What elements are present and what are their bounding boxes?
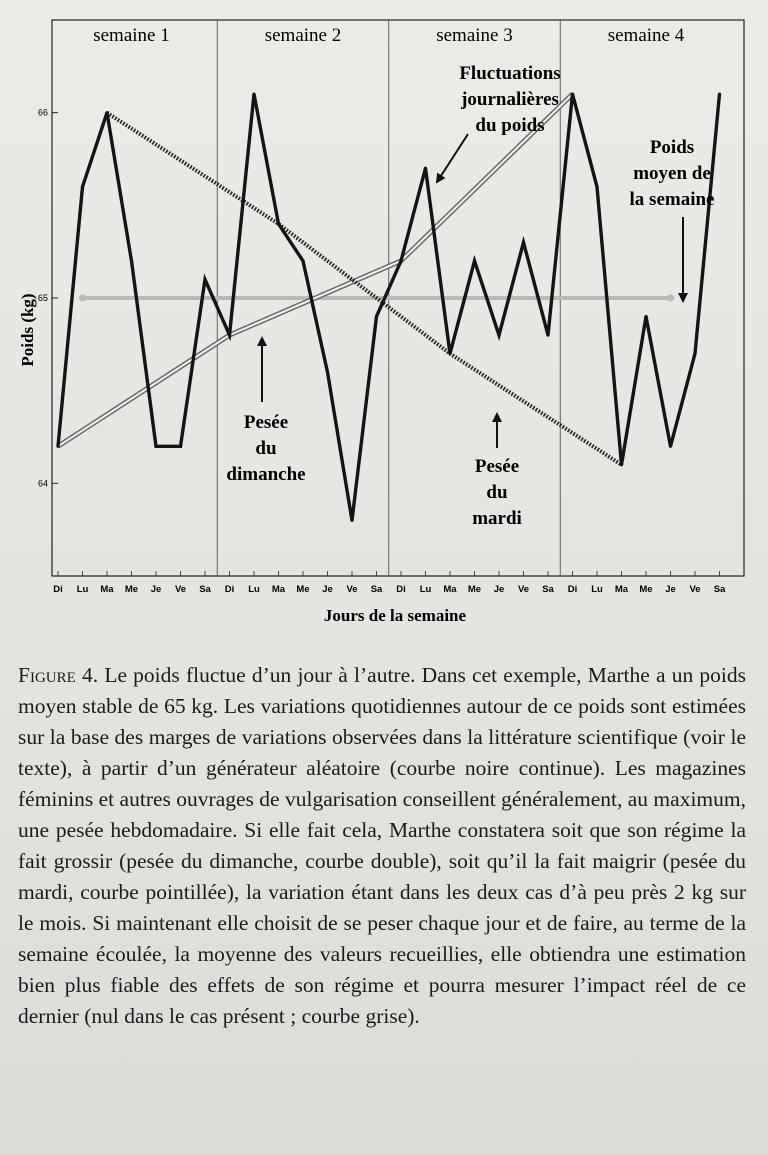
x-tick-label: Ma xyxy=(443,584,457,595)
y-tick-label: 66 xyxy=(37,107,48,118)
daily-weight-point xyxy=(203,278,206,281)
daily-weight-point xyxy=(595,185,598,188)
daily-weight-point xyxy=(81,185,84,188)
annotation-weekly-mean: la semaine xyxy=(629,189,715,210)
x-tick-label: Ma xyxy=(100,584,114,595)
daily-weight-point xyxy=(522,241,525,244)
annotation-weekly-mean: Poids xyxy=(649,137,695,158)
x-tick-label: Ve xyxy=(517,584,530,595)
daily-weight-point xyxy=(375,315,378,318)
x-tick-label: Ma xyxy=(614,584,629,595)
x-tick-label: Je xyxy=(493,584,505,595)
x-tick-label: Ma xyxy=(271,584,286,595)
daily-weight-point xyxy=(326,371,329,374)
x-tick-label: Ve xyxy=(689,584,701,595)
daily-weight-point xyxy=(252,93,255,96)
x-tick-label: Me xyxy=(467,584,482,595)
annotation-weekly-mean: moyen de xyxy=(633,163,711,184)
daily-weight-point xyxy=(350,519,353,522)
y-tick-label: 65 xyxy=(37,293,48,303)
annotation-tuesday-weighing: Pesée xyxy=(474,456,520,477)
daily-weight-point xyxy=(473,259,476,262)
daily-weight-point xyxy=(399,259,402,262)
y-axis xyxy=(38,108,58,489)
week-label: semaine 2 xyxy=(264,25,342,46)
annotation-daily-fluctuations: du poids xyxy=(475,115,545,136)
annotation-sunday-weighing: Pesée xyxy=(243,412,289,433)
week-label: semaine 4 xyxy=(607,25,685,46)
x-tick-label: Ve xyxy=(346,584,358,595)
arrow-daily-fluctuations xyxy=(437,134,468,182)
figure-caption xyxy=(18,660,746,1032)
x-tick-label: Di xyxy=(53,584,63,595)
week-label: semaine 3 xyxy=(436,25,513,46)
x-tick-label: Ve xyxy=(174,584,187,595)
x-tick-label: Je xyxy=(150,584,162,595)
daily-weight-point xyxy=(644,315,647,318)
x-tick-label: Sa xyxy=(542,584,554,595)
daily-weight-point xyxy=(56,445,59,448)
x-tick-label: Lu xyxy=(248,584,260,595)
caption-label: Figure 4. xyxy=(18,663,99,687)
daily-weight-point xyxy=(179,445,182,448)
x-tick-label: Sa xyxy=(199,584,211,595)
daily-weight-point xyxy=(424,167,427,170)
weekly-mean-end-point xyxy=(667,295,674,302)
weekly-mean-start-point xyxy=(79,295,86,302)
y-tick-label: 64 xyxy=(37,478,48,489)
annotation-daily-fluctuations: Fluctuations xyxy=(459,63,561,84)
annotation-sunday-weighing: dimanche xyxy=(226,464,306,485)
x-tick-label: Je xyxy=(665,584,676,595)
x-tick-label: Di xyxy=(396,584,406,595)
y-axis-title: Poids (kg) xyxy=(18,293,37,367)
daily-weight-point xyxy=(301,259,304,262)
daily-weight-point xyxy=(571,93,574,96)
daily-weight-point xyxy=(693,352,696,355)
x-tick-label: Lu xyxy=(76,584,89,595)
week-label: semaine 1 xyxy=(93,25,170,46)
daily-weight-point xyxy=(105,111,108,114)
x-tick-label: Di xyxy=(567,584,578,595)
daily-weight-point xyxy=(154,445,157,448)
x-tick-label: Lu xyxy=(591,584,603,595)
annotation-tuesday-weighing: du xyxy=(486,482,508,503)
daily-weight-point xyxy=(669,445,672,448)
x-tick-label: Sa xyxy=(370,584,383,595)
annotation-daily-fluctuations: journalières xyxy=(461,89,559,110)
x-tick-label: Me xyxy=(639,584,653,595)
x-tick-label: Me xyxy=(124,584,139,595)
daily-weight-point xyxy=(546,333,549,336)
daily-weight-point xyxy=(497,333,500,336)
x-tick-label: Sa xyxy=(713,584,726,595)
caption-text: Le poids fluctue d’un jour à l’autre. Dans cet exemple, Marthe a un poids moyen stable de 65 kg. Les variations quotidiennes autour de ce poids sont estimées sur la base des marges de variations observées dans la littérature scientifique (voir le texte), à partir d’un générateur aléatoire (courbe noire continue). Les magazines féminins et autres ouvrages de vulgarisation conseillent généralement, au maximum, une pesée hebdomadaire. Si elle fait cela, Marthe constatera soit que son régime la fait grossir (pesée du dimanche, courbe double), soit qu’il la fait maigrir (pesée du mardi, courbe pointillée), la variation étant dans les deux cas d’à peu près 2 kg sur le mois. Si maintenant elle choisit de se peser chaque jour et de faire, au terme de la semaine écoulée, la moyenne des valeurs recueillies, elle obtiendra une estimation bien plus fiable des effets de son régime et pourra mesurer l’impact réel de ce dernier (nul dans le cas présent ; courbe grise). xyxy=(18,663,747,1028)
x-tick-label: Lu xyxy=(419,584,432,595)
x-axis xyxy=(53,571,726,595)
daily-weight-point xyxy=(718,93,721,96)
annotation-tuesday-weighing: mardi xyxy=(472,508,522,529)
x-tick-label: Je xyxy=(322,584,333,595)
sunday-weighing-line-outer xyxy=(58,94,573,446)
daily-weight-point xyxy=(448,352,451,355)
daily-weight-point xyxy=(130,259,133,262)
x-tick-label: Di xyxy=(224,584,235,595)
daily-weight-point xyxy=(228,333,231,336)
daily-weight-point xyxy=(277,222,280,225)
x-tick-label: Me xyxy=(296,584,310,595)
x-axis-title: Jours de la semaine xyxy=(323,606,467,625)
daily-weight-point xyxy=(620,463,623,466)
annotation-sunday-weighing: du xyxy=(255,438,277,459)
